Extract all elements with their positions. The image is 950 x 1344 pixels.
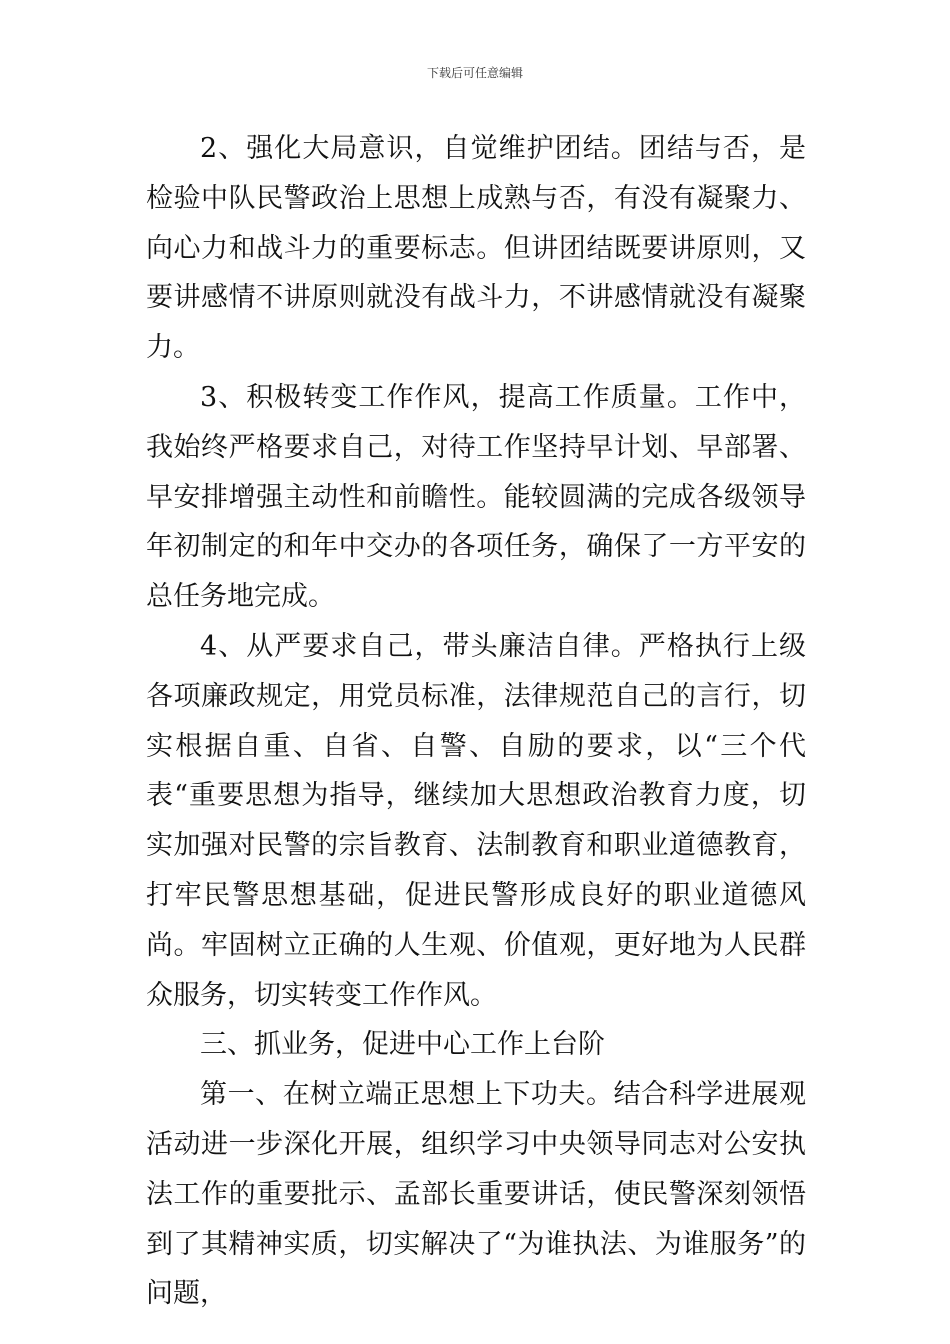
paragraph-point-3: 3、积极转变工作作风，提高工作质量。工作中，我始终严格要求自己，对待工作坚持早计划、早部署、早安排增强主动性和前瞻性。能较圆满的完成各级领导年初制定的和年中交办的各项任务，确保了一方平安的总任务地完成。 — [146, 381, 806, 613]
paragraph-point-4: 4、从严要求自己，带头廉洁自律。严格执行上级各项廉政规定，用党员标准，法律规范自己的言行，切实根据自重、自省、自警、自励的要求，以“三个代表“重要思想为指导，继续加大思想政治教育力度，切实加强对民警的宗旨教育、法制教育和职业道德教育，打牢民警思想基础，促进民警形成良好的职业道德风尚。牢固树立正确的人生观、价值观，更好地为人民群众服务，切实转变工作作风。 — [146, 630, 806, 1011]
paragraph-point-2: 2、强化大局意识，自觉维护团结。团结与否，是检验中队民警政治上思想上成熟与否，有没有凝聚力、向心力和战斗力的重要标志。但讲团结既要讲原则，又要讲感情不讲原则就没有战斗力，不讲感情就没有凝聚力。 — [146, 133, 806, 364]
section-heading-3: 三、抓业务，促进中心工作上台阶 — [200, 1029, 605, 1061]
document-body — [146, 124, 806, 1319]
page-header: 下载后可任意编辑 — [426, 66, 523, 80]
paragraph-first: 第一、在树立端正思想上下功夫。结合科学进展观活动进一步深化开展，组织学习中央领导同志对公安执法工作的重要批示、孟部长重要讲话，使民警深刻领悟到了其精神实质，切实解决了“为谁执法、为谁服务”的问题， — [146, 1079, 806, 1310]
